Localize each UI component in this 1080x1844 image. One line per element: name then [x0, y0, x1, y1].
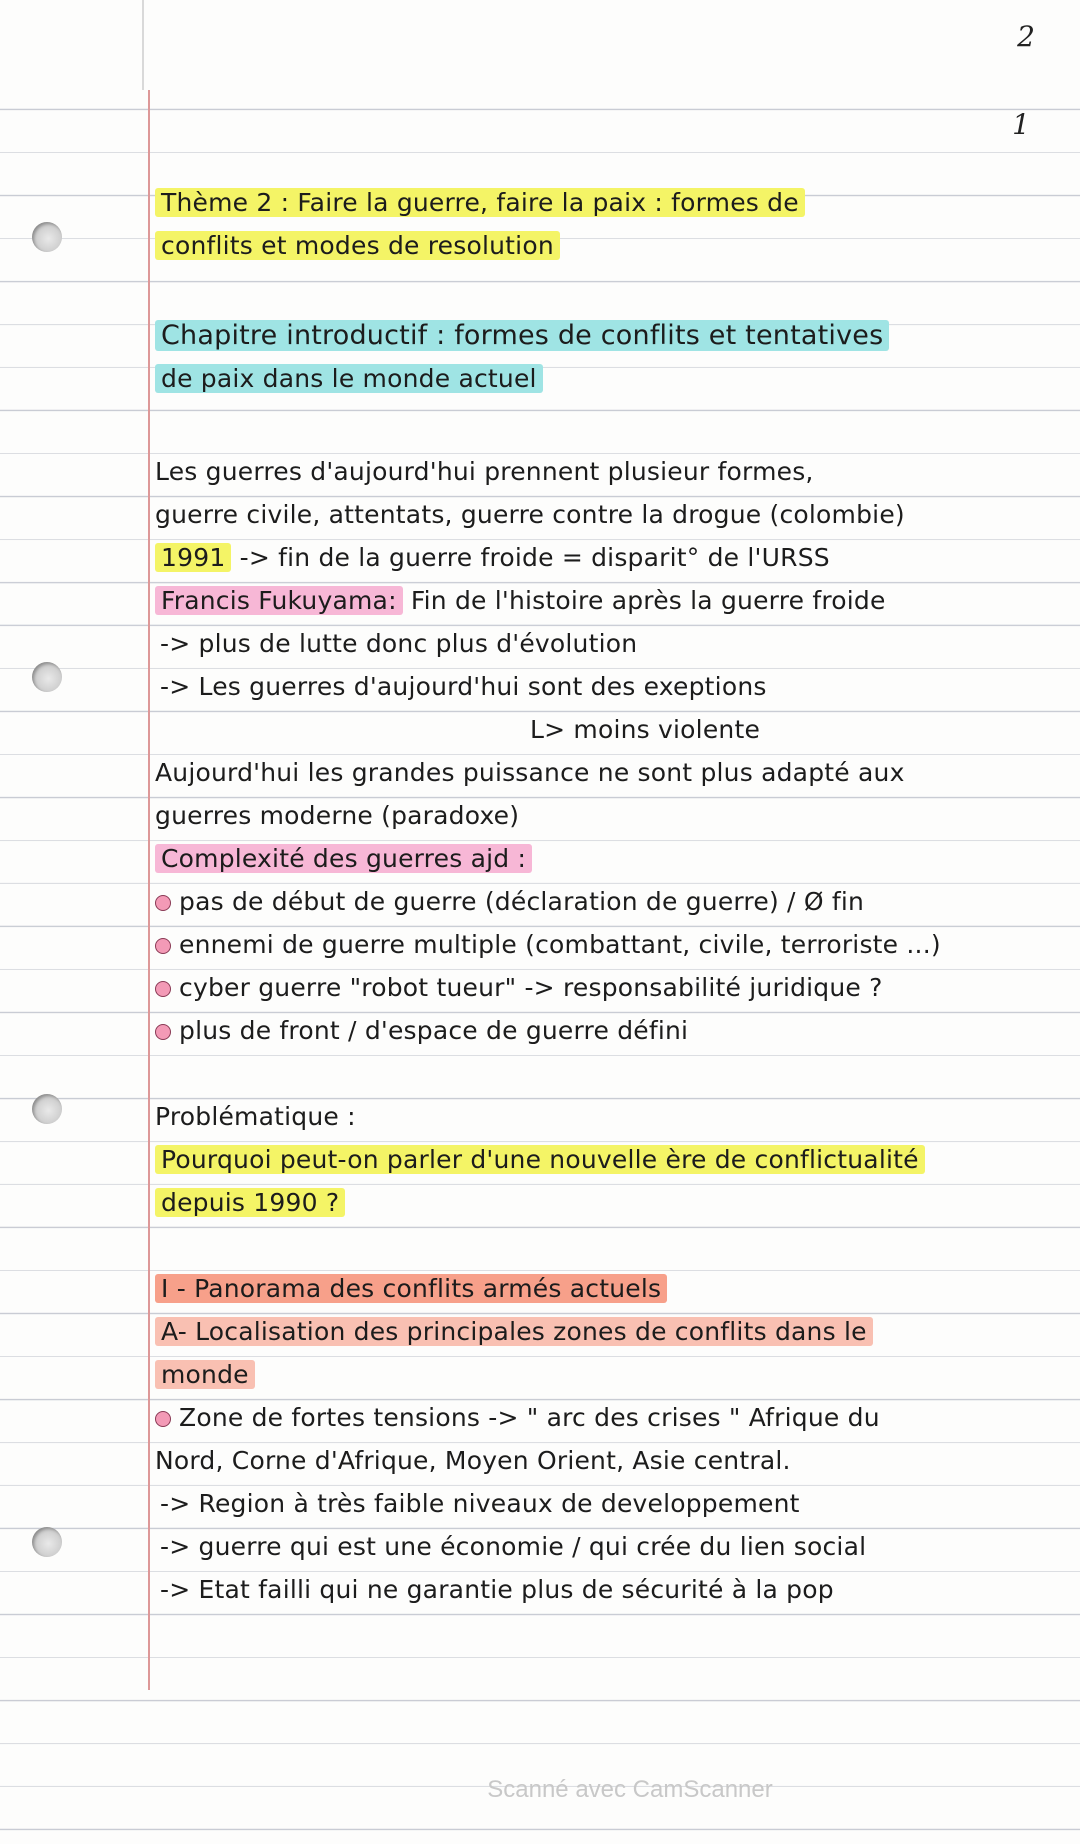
text-line: L> moins violente [530, 715, 761, 744]
year-highlight: 1991 [155, 543, 231, 572]
subsection-heading-line2: monde [155, 1360, 1070, 1389]
list-item: cyber guerre "robot tueur" -> responsabilité juridique ? [155, 973, 1070, 1002]
page-number: 2 [1017, 20, 1035, 53]
binder-hole-icon [32, 222, 62, 252]
text-line: Francis Fukuyama: Fin de l'histoire après la guerre froide [155, 586, 1070, 615]
list-item: ennemi de guerre multiple (combattant, civile, terroriste ...) [155, 930, 1070, 959]
page-top-margin [0, 0, 1080, 100]
text-line: -> Les guerres d'aujourd'hui sont des exeptions [160, 672, 767, 701]
list-item: pas de début de guerre (déclaration de guerre) / Ø fin [155, 887, 1070, 916]
subsection-heading-line1: A- Localisation des principales zones de conflits dans le [155, 1317, 1070, 1346]
bullet-icon [155, 938, 171, 954]
problematique-line1: Pourquoi peut-on parler d'une nouvelle ère de conflictualité [155, 1145, 1070, 1174]
top-margin-line [142, 0, 144, 90]
text-line: -> Region à très faible niveaux de developpement [160, 1489, 800, 1518]
bullet-icon [155, 1024, 171, 1040]
text-line: Aujourd'hui les grandes puissance ne sont plus adapté aux [155, 758, 905, 787]
bullet-icon [155, 1411, 171, 1427]
chapter-title-line1: Chapitre introductif : formes de conflits et tentatives [155, 320, 1070, 351]
scanner-watermark: Scanné avec CamScanner [487, 1776, 773, 1803]
theme-title-line1: Thème 2 : Faire la guerre, faire la paix : formes de [155, 188, 1070, 217]
binder-hole-icon [32, 1094, 62, 1124]
text-line: guerre civile, attentats, guerre contre la drogue (colombie) [155, 500, 905, 529]
text-line: -> guerre qui est une économie / qui crée du lien social [160, 1532, 867, 1561]
list-item: Zone de fortes tensions -> " arc des crises " Afrique du [155, 1403, 1070, 1432]
text-line: Les guerres d'aujourd'hui prennent plusieur formes, [155, 457, 814, 486]
sub-number: 1 [1012, 108, 1030, 141]
list-item: plus de front / d'espace de guerre défini [155, 1016, 1070, 1045]
text-line: Complexité des guerres ajd : [155, 844, 1070, 873]
text-line: Nord, Corne d'Afrique, Moyen Orient, Asie central. [155, 1446, 791, 1475]
author-highlight: Francis Fukuyama: [155, 586, 403, 615]
text-line: 1991 -> fin de la guerre froide = disparit° de l'URSS [155, 543, 1070, 572]
red-margin-line [148, 90, 150, 1690]
chapter-title-line2: de paix dans le monde actuel [155, 364, 1070, 393]
binder-hole-icon [32, 662, 62, 692]
bullet-icon [155, 981, 171, 997]
binder-hole-icon [32, 1527, 62, 1557]
problematique-line2: depuis 1990 ? [155, 1188, 1070, 1217]
text-line: guerres moderne (paradoxe) [155, 801, 520, 830]
bullet-icon [155, 895, 171, 911]
section-heading: I - Panorama des conflits armés actuels [155, 1274, 1070, 1303]
theme-title-line2: conflits et modes de resolution [155, 231, 1070, 260]
problematique-label: Problématique : [155, 1102, 356, 1131]
text-line: -> Etat failli qui ne garantie plus de sécurité à la pop [160, 1575, 834, 1604]
text-line: -> plus de lutte donc plus d'évolution [160, 629, 638, 658]
